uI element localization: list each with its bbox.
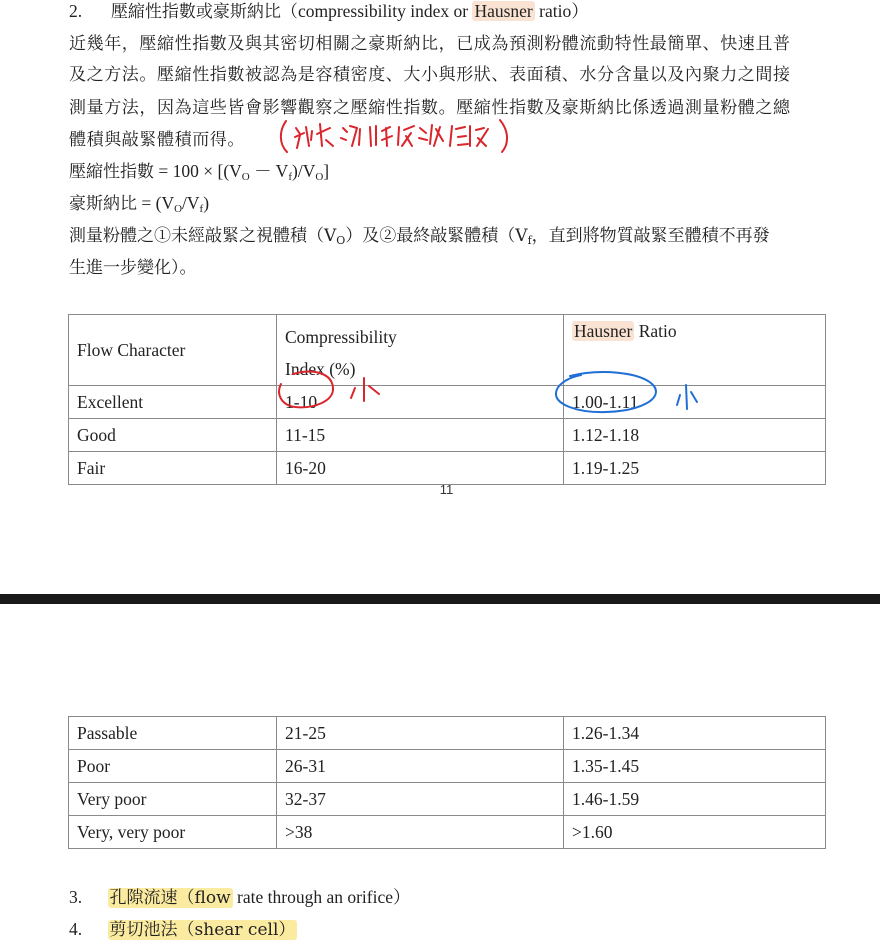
cell-index: >38 [277,816,564,849]
section-title-en: rate through an orifice） [232,887,411,907]
red-small-note [351,378,379,401]
paragraph-line: 體積與敲緊體積而得。 [69,130,245,150]
formula-text: /V [182,193,200,213]
yellow-highlight: 孔隙流速（flow [109,888,231,908]
subscript: O [174,203,183,215]
cell-ratio: 1.26-1.34 [564,717,826,750]
cell-index: 1-10 [277,386,564,419]
section-number: 3. [69,887,83,907]
measurement-text: ）及②最終敲緊體積（V [345,226,528,246]
subscript: O [241,171,250,183]
cell-index: 11-15 [277,419,564,452]
paragraph-line: 近幾年，壓縮性指數及與其密切相關之豪斯納比，已成為預測粉體流動特性最簡單、快速且普 [69,34,791,54]
cell-ratio: 1.46-1.59 [564,783,826,816]
section-title-cn: 壓縮性指數或豪斯納比（ [110,2,298,22]
blue-circle-mark [556,372,656,412]
cell-index: 21-25 [277,717,564,750]
cell-ratio: 1.00-1.11 [564,386,826,419]
blue-small-note [677,385,697,409]
section-number: 2. [69,1,83,21]
subscript: f [199,203,204,215]
cell-ratio: 1.12-1.18 [564,419,826,452]
hausner-highlight: Hausner [474,1,533,21]
red-handwritten-note [281,120,507,152]
section-title-en: compressibility index or [297,1,473,21]
section-title-en-end: ratio） [534,1,589,21]
formula-text: ] [323,161,330,181]
section-number: 4. [69,919,83,939]
cell-character: Excellent [69,386,277,419]
page-number: 11 [439,482,454,497]
cell-character: Passable [69,717,277,750]
hausner-highlight: Hausner [574,321,633,341]
cell-index: 32-37 [277,783,564,816]
paragraph-line: 及之方法。壓縮性指數被認為是容積密度、大小與形狀、表面積、水分含量以及內聚力之間接 [69,65,791,85]
header-text: Ratio [634,321,677,341]
formula-text: = 100 × [(V [154,161,242,181]
formula-label: 豪斯納比 [69,194,137,214]
formula-label: 壓縮性指數 [69,162,154,182]
subscript: O [336,234,346,247]
cell-index: 26-31 [277,750,564,783]
header-text: Index (%) [285,359,356,379]
cell-character: Good [69,419,277,452]
measurement-text: 測量粉體之①未經敲緊之視體積（V [69,226,337,246]
subscript: f [288,171,292,183]
formula-text: － V [249,161,289,181]
subscript: f [527,234,532,247]
header-text: Compressibility [285,327,397,347]
yellow-highlight: 剪切池法（shear cell） [109,920,296,940]
cell-character: Poor [69,750,277,783]
header-flow-character: Flow Character [69,315,277,386]
formula-text: = (V [137,193,175,213]
red-circle-mark [279,372,333,408]
formula-text: )/V [292,161,316,181]
cell-ratio: >1.60 [564,816,826,849]
cell-character: Fair [69,452,277,485]
formula-text: ) [203,193,210,213]
cell-ratio: 1.35-1.45 [564,750,826,783]
cell-ratio: 1.19-1.25 [564,452,826,485]
paragraph-line: 測量方法，因為這些皆會影響觀察之壓縮性指數。壓縮性指數及豪斯納比係透過測量粉體之總 [69,98,791,118]
cell-character: Very poor [69,783,277,816]
subscript: O [315,171,324,183]
measurement-text: ，直到將物質敲緊至體積不再發 [531,226,770,246]
cell-index: 16-20 [277,452,564,485]
measurement-line: 生進一步變化）。 [69,258,197,278]
cell-character: Very, very poor [69,816,277,849]
